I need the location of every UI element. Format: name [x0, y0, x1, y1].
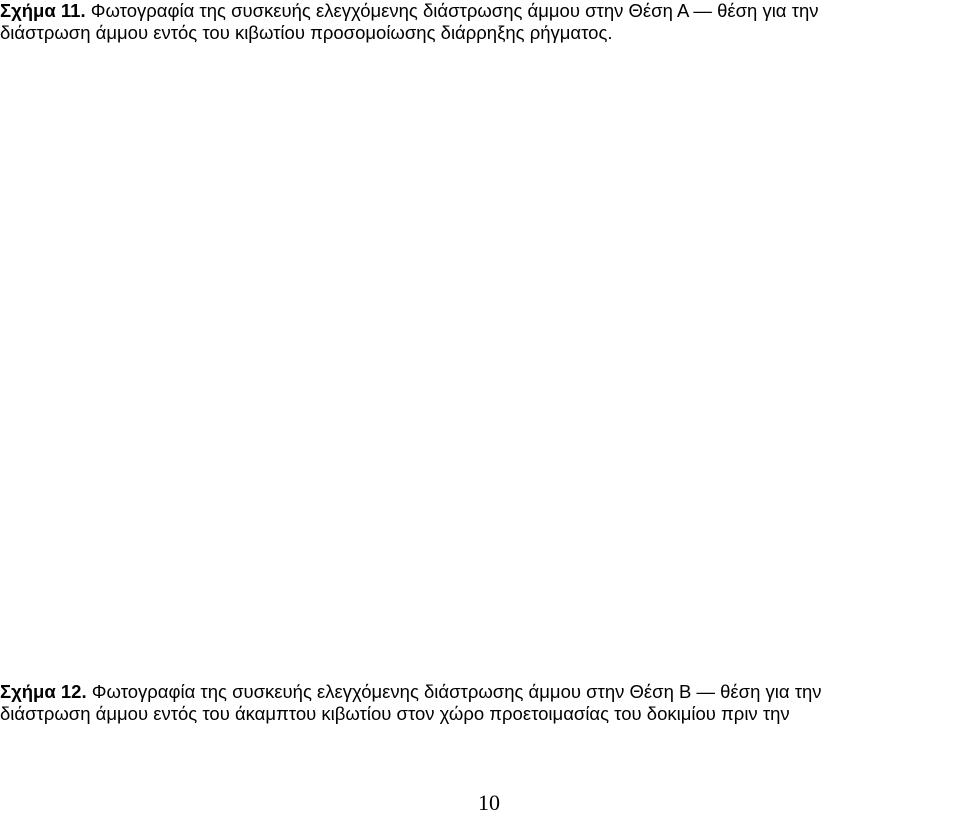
- figure-12-label: Σχήμα 12.: [0, 681, 87, 702]
- figure-11-label: Σχήμα 11.: [0, 0, 86, 21]
- figure-11-caption: [0, 0, 960, 44]
- figure-12-caption-line-2: διάστρωση άμμου εντός του άκαμπτου κιβωτίου στον χώρο προετοιμασίας του δοκιμίου πριν την: [0, 703, 790, 724]
- figure-11-caption-text-1: Φωτογραφία της συσκευής ελεγχόμενης διάστρωσης άμμου στην Θέση Α — θέση για την: [85, 0, 819, 21]
- figure-12-caption-text-1: Φωτογραφία της συσκευής ελεγχόμενης διάστρωσης άμμου στην Θέση Β — θέση για την: [86, 681, 822, 702]
- page-number: 10: [478, 790, 500, 815]
- figure-11-caption-line-1: [0, 0, 960, 22]
- figure-12-caption-line-1: [0, 681, 960, 703]
- figure-12-caption: [0, 681, 960, 725]
- figure-11-photo-area: [0, 50, 960, 675]
- figure-11-caption-line-2: διάστρωση άμμου εντός του κιβωτίου προσομοίωσης διάρρηξης ρήγματος.: [0, 22, 613, 43]
